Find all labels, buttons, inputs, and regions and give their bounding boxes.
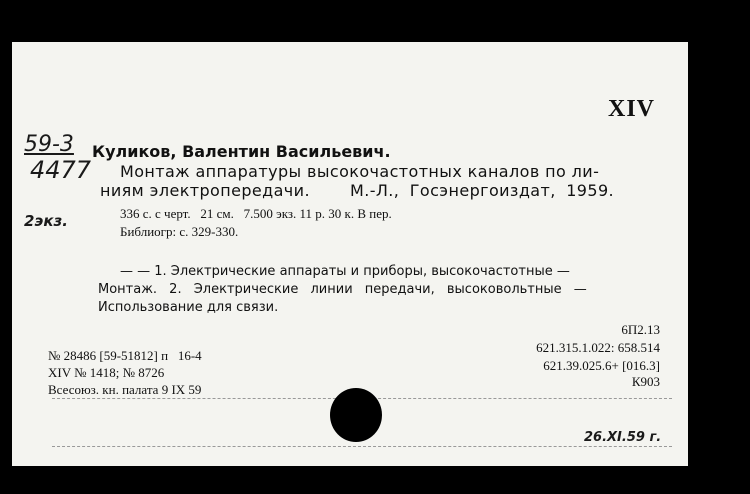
classification-4: К903: [631, 374, 660, 389]
registry-line-3: Всесоюз. кн. палата 9 IX 59: [48, 382, 202, 397]
classification-3: 621.39.025.6+ [016.3]: [543, 358, 660, 373]
section-mark: XIV: [608, 96, 656, 122]
classification-1: 6П2.13: [621, 322, 660, 337]
ink-blot: [330, 388, 382, 442]
catalog-card: [12, 42, 688, 466]
registry-line-2: XIV № 1418; № 8726: [48, 365, 165, 380]
title-line1: Монтаж аппаратуры высокочастотных каналов по ли-: [120, 162, 600, 181]
imprint: М.-Л., Госэнергоиздат, 1959.: [350, 181, 615, 200]
physical-description: 336 с. с черт. 21 см. 7.500 экз. 11 р. 30 к. В пер.: [120, 206, 392, 221]
author-heading: Куликов, Валентин Васильевич.: [92, 142, 391, 161]
registry-line-1: № 28486 [59-51812] п 16-4: [48, 348, 202, 363]
subject-line-1: — — 1. Электрические аппараты и приборы, высокочастотные —: [120, 264, 570, 279]
bibliography-note: Библиогр: с. 329-330.: [120, 224, 239, 239]
dotted-rule: [52, 446, 672, 447]
call-number-line2: 4477: [30, 156, 92, 184]
handwritten-date: 26.XI.59 г.: [584, 430, 662, 445]
classification-2: 621.315.1.022: 658.514: [536, 340, 660, 355]
copies-note: 2экз.: [24, 212, 68, 230]
subject-line-3: Использование для связи.: [98, 300, 279, 315]
subject-line-2: Монтаж. 2. Электрические линии передачи, высоковольтные —: [98, 282, 587, 297]
call-number-line1: 59-3: [24, 132, 74, 157]
title-line2: ниям электропередачи.: [100, 181, 310, 200]
